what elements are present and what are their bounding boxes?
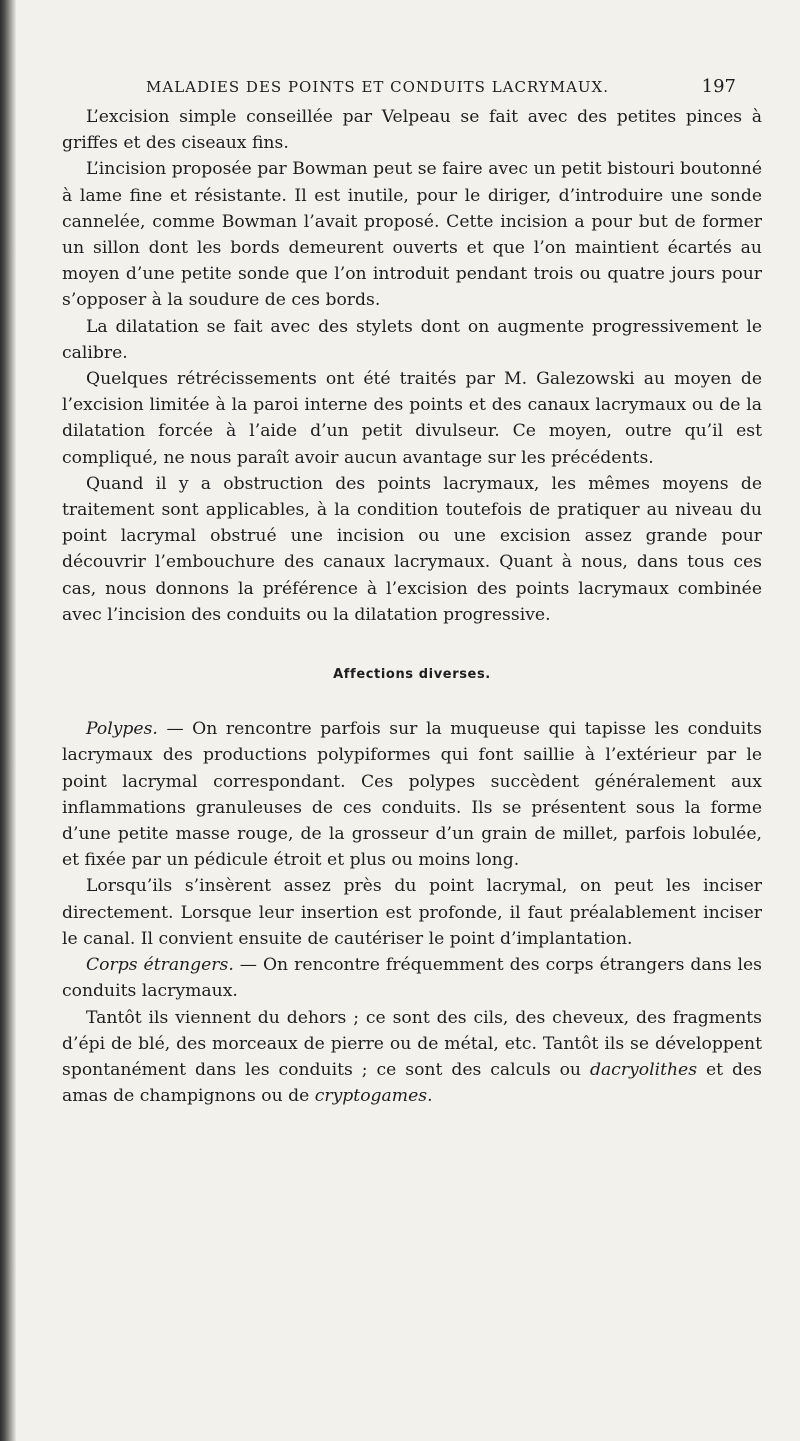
paragraph-text: Tantôt ils viennent du dehors ; ce sont des cils, des cheveux, des fragments d’épi de blé, des morceaux de pierre ou de métal, etc. Tantôt ils se développent spontanément dans les conduits ; ce sont des calculs ou — [62, 1007, 762, 1080]
paragraph: La dilatation se fait avec des stylets dont on augmente progressivement le calibre. — [62, 316, 762, 363]
paragraph-corps-etrangers — [62, 952, 762, 1004]
section-heading: Affections diverses. — [333, 667, 491, 683]
paragraph — [62, 1005, 762, 1110]
page-header — [62, 78, 762, 100]
italic-term: cryptogames — [314, 1086, 428, 1107]
page-number: 197 — [701, 76, 736, 97]
paragraph-text: — On rencontre fréquemment des corps étrangers dans les conduits lacrymaux. — [62, 955, 762, 1002]
paragraph: L’excision simple conseillée par Velpeau se fait avec des petites pinces à griffes et des ciseaux fins. — [62, 107, 762, 154]
paragraph: Quand il y a obstruction des points lacrymaux, les mêmes moyens de traitement sont applicables, à la condition toutefois de pratiquer au niveau du point lacrymal obstrué une incision ou une excision assez grande pour découvrir l’embouchure des canaux lacrymaux. Quant à nous, dans tous ces cas, nous donnons la préférence à l’excision des points lacrymaux combinée avec l’incision des conduits ou la dilatation progressive. — [62, 473, 762, 625]
paragraph: Quelques rétrécissements ont été traités par M. Galezowski au moyen de l’excision limitée à la paroi interne des points et des canaux lacrymaux ou de la dilatation forcée à l’aide d’un petit divulseur. Ce moyen, outre qu’il est compliqué, ne nous paraît avoir aucun avantage sur les précédents. — [62, 369, 762, 468]
paragraph-polypes — [62, 716, 762, 873]
book-page — [62, 78, 762, 1109]
italic-term: dacryolithes — [589, 1059, 698, 1080]
paragraph-text: . — [427, 1086, 433, 1107]
paragraph-lead-term: Corps étrangers. — [86, 955, 234, 976]
paragraph-lead-term: Polypes. — [86, 719, 158, 740]
paragraph-text: et des amas de champignons ou de — [62, 1059, 763, 1107]
running-title: MALADIES DES POINTS ET CONDUITS LACRYMAUX. — [146, 78, 609, 96]
paragraph-text: — On rencontre parfois sur la muqueuse qui tapisse les conduits lacrymaux des productions polypiformes qui font saillie à l’extérieur par le point lacrymal correspondant. Ces polypes succèdent généralement aux inflammations granuleuses de ces conduits. Ils se présentent sous la forme d’une petite masse rouge, de la grosseur d’un grain de millet, parfois lobulée, et fixée par un pédicule étroit et plus ou moins long. — [62, 719, 762, 871]
page-binding-edge — [0, 0, 16, 1441]
paragraph: L’incision proposée par Bowman peut se faire avec un petit bistouri boutonné à lame fine et résistante. Il est inutile, pour le diriger, d’introduire une sonde cannelée, comme Bowman l’avait proposé. Cette incision a pour but de former un sillon dont les bords demeurent ouverts et que l’on maintient écartés au moyen d’une petite sonde que l’on introduit pendant trois ou quatre jours pour s’opposer à la soudure de ces bords. — [62, 159, 762, 311]
paragraph: Lorsqu’ils s’insèrent assez près du point lacrymal, on peut les inciser directement. Lorsque leur insertion est profonde, il faut préalablement inciser le canal. Il convient ensuite de cautériser le point d’implantation. — [62, 876, 762, 949]
